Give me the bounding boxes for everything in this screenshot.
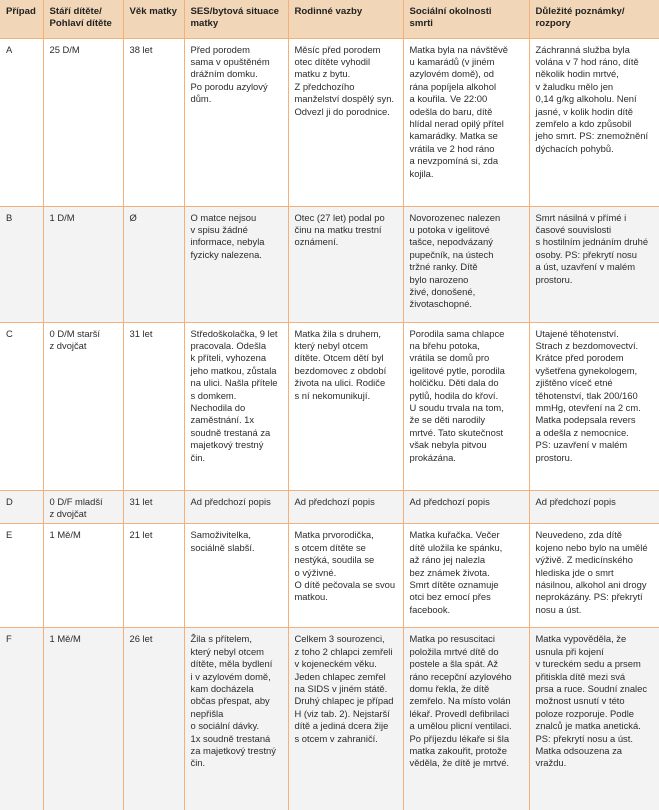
- header-mother-age: Věk matky: [123, 0, 184, 38]
- cell-age-sex: 0 D/F mladší z dvojčat: [43, 490, 123, 524]
- cell-mother-age: 26 let: [123, 628, 184, 810]
- table-row: [0, 628, 659, 810]
- header-notes: Důležité poznámky/ rozpory: [529, 0, 659, 38]
- header-child-age-sex: Stáří dítěte/ Pohlaví dítěte: [43, 0, 123, 38]
- cell-age-sex: 1 Mě/M: [43, 524, 123, 628]
- cell-mother-age: Ø: [123, 206, 184, 322]
- table-row: [0, 490, 659, 524]
- cell-ses: Ad předchozí popis: [184, 490, 288, 524]
- cell-social: Matka kuřačka. Večer dítě uložila ke spánku, až ráno jej nalezla bez známek života. Smrt dítěte oznamuje otci bez emocí přes facebook.: [403, 524, 529, 628]
- table-row: [0, 206, 659, 322]
- cell-mother-age: 21 let: [123, 524, 184, 628]
- cell-family: Otec (27 let) podal po činu na matku trestní oznámení.: [288, 206, 403, 322]
- cell-notes: Utajené těhotenství. Strach z bezdomovectví. Krátce před porodem vyšetřena gynekologem, zjištěno víceč etné těhotenství, tlak 200/160 mmHg, otevření na 2 cm. Matka podepsala revers a odešla z nemocnice. PS: uzavření v malém prostoru.: [529, 322, 659, 490]
- table-row: [0, 322, 659, 490]
- cell-social: Matka byla na návštěvě u kamarádů (v jiném azylovém domě), od rána popíjela alkohol a kouřila. Ve 22:00 odešla do baru, dítě hlídal nerad opilý přítel kamarádky. Matka se vrátila ve 2 hod ráno a nevzpomíná si, zda kojila.: [403, 38, 529, 206]
- cell-ses: O matce nejsou v spisu žádné informace, nebyla fyzicky nalezena.: [184, 206, 288, 322]
- cell-notes: Neuvedeno, zda dítě kojeno nebo bylo na umělé výživě. Z medicínského hlediska jde o smrt násilnou, alkohol ani drogy neprokázány. PS: překrytí nosu a úst.: [529, 524, 659, 628]
- cell-notes: Záchranná služba byla volána v 7 hod ráno, dítě několik hodin mrtvé, v žaludku mělo jen 0,14 g/kg alkoholu. Není jasné, v kolik hodin dítě zemřelo a kdo způsobil jeho smrt. PS: znemožnění dýchacích pohybů.: [529, 38, 659, 206]
- header-ses-housing: SES/bytová situace matky: [184, 0, 288, 38]
- header-social-circumstances: Sociální okolnosti smrti: [403, 0, 529, 38]
- cell-case: A: [0, 38, 43, 206]
- cell-social: Ad předchozí popis: [403, 490, 529, 524]
- table-row: [0, 38, 659, 206]
- cell-social: Matka po resuscitaci položila mrtvé dítě do postele a šla spát. Až ráno recepční azylového domu řekla, že dítě zemřelo. Na místo volán lékař. Provedl defibrilaci a umělou plicní ventilaci. Po příjezdu lékaře si šla matka zakouřit, protože věděla, že dítě je mrtvé.: [403, 628, 529, 810]
- cell-ses: Středoškolačka, 9 let pracovala. Odešla k příteli, vyhozena jeho matkou, zůstala na ulici. Našla přítele s domkem. Nechodila do zaměstnání. 1x soudně trestaná za majetkový trestný čin.: [184, 322, 288, 490]
- cell-age-sex: 1 D/M: [43, 206, 123, 322]
- cell-ses: Před porodem sama v opuštěném drážním domku. Po porodu azylový dům.: [184, 38, 288, 206]
- table-row: [0, 524, 659, 628]
- cell-case: E: [0, 524, 43, 628]
- cell-case: B: [0, 206, 43, 322]
- cell-social: Porodila sama chlapce na břehu potoka, vrátila se domů pro igelitové pytle, porodila holčičku. Děti dala do pytlů, hodila do křoví. U soudu trvala na tom, že se děti narodily mrtvé. Tato skutečnost však nebyla pitvou prokázána.: [403, 322, 529, 490]
- header-family-ties: Rodinné vazby: [288, 0, 403, 38]
- cell-social: Novorozenec nalezen u potoka v igelitové tašce, nepodvázaný pupečník, na ústech tržné ranky. Dítě bylo narozeno živé, donošené, životaschopné.: [403, 206, 529, 322]
- cell-family: Měsíc před porodem otec dítěte vyhodil matku z bytu. Z předchozího manželství dospělý syn. Odvezl ji do porodnice.: [288, 38, 403, 206]
- cell-mother-age: 31 let: [123, 322, 184, 490]
- cell-notes: Ad předchozí popis: [529, 490, 659, 524]
- cell-family: Celkem 3 sourozenci, z toho 2 chlapci zemřeli v kojeneckém věku. Jeden chlapec zemřel na SIDS v jiném státě. Druhý chlapec je případ H (viz tab. 2). Nejstarší dítě a jediná dcera žije s otcem v zahraničí.: [288, 628, 403, 810]
- cell-notes: Matka vypověděla, že usnula při kojení v tureckém sedu a prsem přitiskla dítě mezi svá prsa a ruce. Soudní znalec možnost usnutí v této poloze rozporuje. Podle znalců je matka anetická. PS: překrytí nosu a úst. Matka odsouzena za vraždu.: [529, 628, 659, 810]
- cell-family: Matka žila s druhem, který nebyl otcem dítěte. Otcem dětí byl bezdomovec z období života na ulici. Rodiče s ní nekomunikují.: [288, 322, 403, 490]
- cell-case: F: [0, 628, 43, 810]
- cell-ses: Samoživitelka, sociálně slabší.: [184, 524, 288, 628]
- cell-family: Matka prvorodička, s otcem dítěte se nestýká, soudila se o výživné. O dítě pečovala se svou matkou.: [288, 524, 403, 628]
- cell-mother-age: 38 let: [123, 38, 184, 206]
- header-case: Případ: [0, 0, 43, 38]
- cell-case: C: [0, 322, 43, 490]
- cell-age-sex: 1 Mě/M: [43, 628, 123, 810]
- cell-family: Ad předchozí popis: [288, 490, 403, 524]
- cell-age-sex: 0 D/M starší z dvojčat: [43, 322, 123, 490]
- cell-ses: Žila s přítelem, který nebyl otcem dítěte, měla bydlení i v azylovém domě, kam docházela občas přespat, aby nepřišla o sociální dávky. 1x soudně trestaná za majetkový trestný čin.: [184, 628, 288, 810]
- cell-notes: Smrt násilná v přímé i časové souvislosti s hostilním jednáním druhé osoby. PS: překrytí nosu a úst, uzavření v malém prostoru.: [529, 206, 659, 322]
- cell-mother-age: 31 let: [123, 490, 184, 524]
- table-header-row: [0, 0, 659, 38]
- cell-case: D: [0, 490, 43, 524]
- cell-age-sex: 25 D/M: [43, 38, 123, 206]
